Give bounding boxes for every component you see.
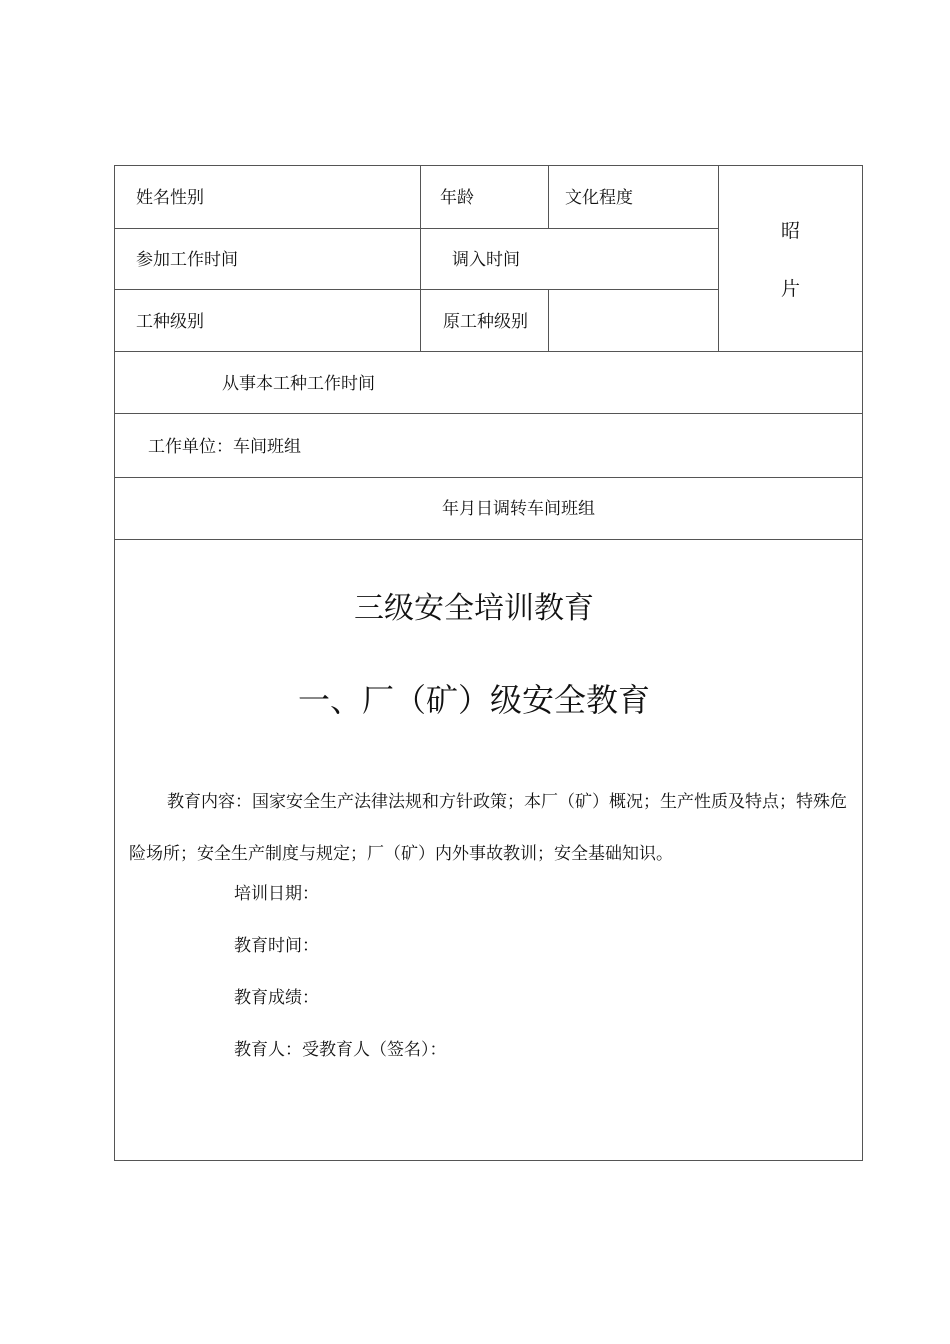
row-divider bbox=[114, 539, 863, 540]
column-divider bbox=[420, 165, 421, 351]
transfer-record-label: 年月日调转车间班组 bbox=[442, 499, 595, 519]
training-date-field: 培训日期： bbox=[234, 884, 319, 904]
photo-label-char-2: 片 bbox=[781, 278, 801, 300]
job-grade-label: 工种级别 bbox=[136, 312, 204, 332]
column-divider bbox=[548, 289, 549, 351]
original-job-grade-label: 原工种级别 bbox=[443, 312, 528, 332]
row-divider bbox=[114, 351, 863, 352]
row-divider bbox=[114, 413, 863, 414]
row-divider bbox=[114, 228, 719, 229]
name-gender-label: 姓名性别 bbox=[136, 188, 204, 208]
signatures-field: 教育人：受教育人（签名）： bbox=[234, 1040, 447, 1060]
transfer-in-time-label: 调入时间 bbox=[452, 250, 520, 270]
education-level-label: 文化程度 bbox=[565, 188, 633, 208]
factory-level-subtitle: 一、厂（矿）级安全教育 bbox=[297, 681, 650, 719]
education-time-field: 教育时间： bbox=[234, 936, 319, 956]
join-work-time-label: 参加工作时间 bbox=[136, 250, 238, 270]
training-title: 三级安全培训教育 bbox=[354, 591, 594, 626]
photo-label-char-1: 昭 bbox=[781, 220, 801, 242]
job-duration-label: 从事本工种工作时间 bbox=[222, 374, 375, 394]
age-label: 年龄 bbox=[440, 188, 474, 208]
column-divider bbox=[548, 165, 549, 228]
row-divider bbox=[114, 477, 863, 478]
row-divider bbox=[114, 289, 719, 290]
education-score-field: 教育成绩： bbox=[234, 988, 319, 1008]
work-unit-label: 工作单位：车间班组 bbox=[148, 437, 301, 457]
column-divider bbox=[718, 165, 719, 351]
education-content-paragraph: 教育内容：国家安全生产法律法规和方针政策；本厂（矿）概况；生产性质及特点；特殊危险场所；安全生产制度与规定；厂（矿）内外事故教训；安全基础知识。 bbox=[129, 792, 847, 864]
